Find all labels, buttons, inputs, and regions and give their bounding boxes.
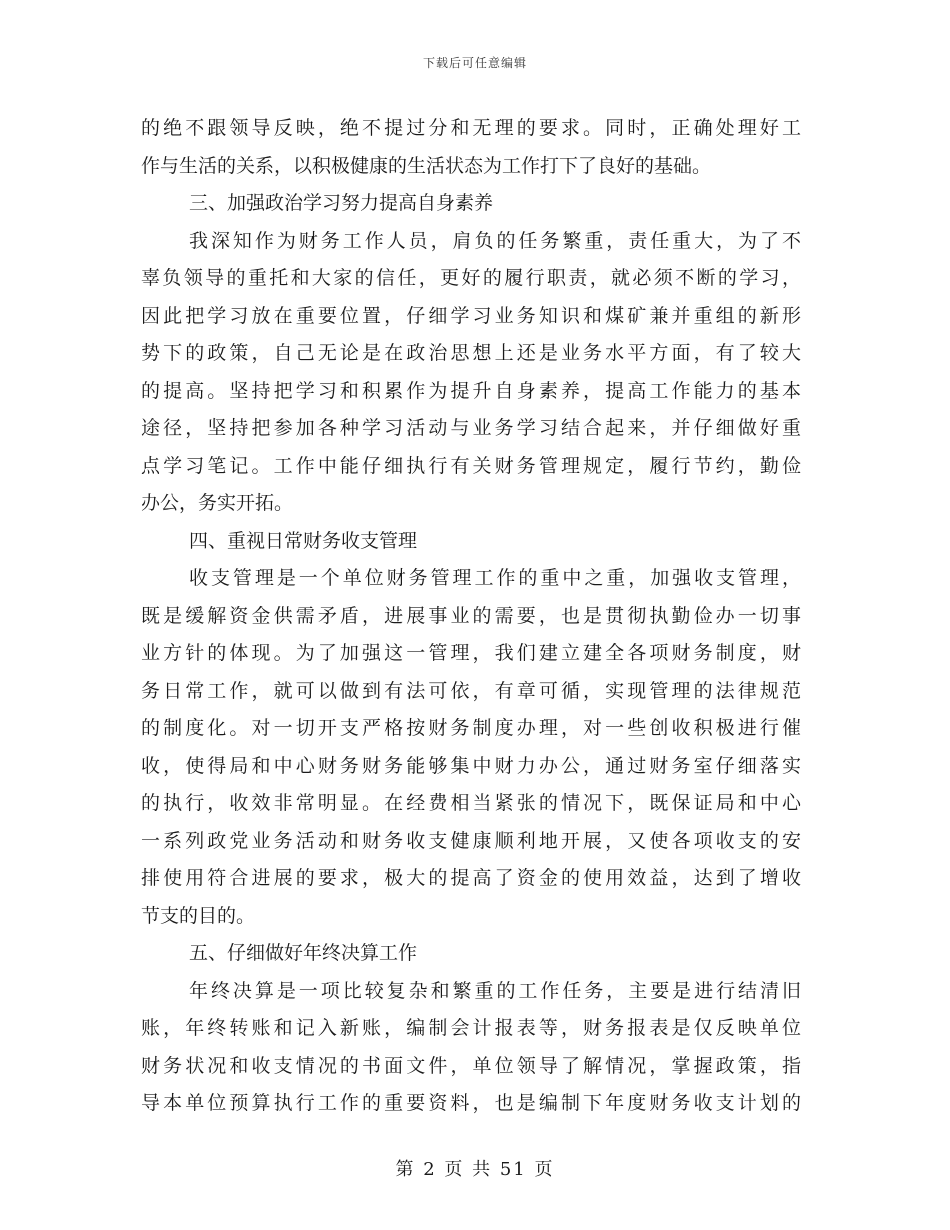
paragraph-line: 排使用符合进展的要求，极大的提高了资金的使用效益，达到了增收 [141,867,801,889]
paragraph-line: 因此把学习放在重要位置，仔细学习业务知识和煤矿兼并重组的新形 [141,304,801,327]
section-heading: 三、加强政治学习努力提高自身素养 [189,192,494,214]
paragraph-line: 的绝不跟领导反映，绝不提过分和无理的要求。同时，正确处理好工 [141,117,801,139]
section-heading: 四、重视日常财务收支管理 [189,529,418,552]
page-footer: 第 2 页 共 51 页 [395,1159,555,1180]
paragraph-line: 势下的政策，自己无论是在政治思想上还是业务水平方面，有了较大 [141,342,801,364]
paragraph-line: 的制度化。对一切开支严格按财务制度办理，对一些创收积极进行催 [141,717,801,739]
paragraph-line: 收，使得局和中心财务财务能够集中财力办公，通过财务室仔细落实 [141,754,801,777]
paragraph-line: 途径，坚持把参加各种学习活动与业务学习结合起来，并仔细做好重 [141,417,801,439]
paragraph-line: 年终决算是一项比较复杂和繁重的工作任务，主要是进行结清旧 [189,979,801,1002]
paragraph-line: 业方针的体现。为了加强这一管理，我们建立建全各项财务制度，财 [141,642,801,664]
paragraph-line: 我深知作为财务工作人员，肩负的任务繁重，责任重大，为了不 [189,229,801,252]
paragraph-line: 导本单位预算执行工作的重要资料，也是编制下年度财务收支计划的 [141,1092,801,1114]
paragraph-line: 的提高。坚持把学习和积累作为提升自身素养，提高工作能力的基本 [141,379,801,402]
page-header: 下载后可任意编辑 [422,56,527,70]
paragraph-line: 点学习笔记。工作中能仔细执行有关财务管理规定，履行节约，勤俭 [141,454,801,477]
document-body [141,110,801,1123]
paragraph-line: 财务状况和收支情况的书面文件，单位领导了解情况，掌握政策，指 [141,1054,801,1077]
paragraph-line: 既是缓解资金供需矛盾，进展事业的需要，也是贯彻执勤俭办一切事 [141,604,801,627]
paragraph-line: 收支管理是一个单位财务管理工作的重中之重，加强收支管理， [189,567,801,589]
paragraph-line: 一系列政党业务活动和财务收支健康顺利地开展，又使各项收支的安 [141,829,801,852]
paragraph-line: 办公，务实开拓。 [141,492,294,514]
paragraph-line: 的执行，收效非常明显。在经费相当紧张的情况下，既保证局和中心 [141,792,801,814]
paragraph-line: 账，年终转账和记入新账，编制会计报表等，财务报表是仅反映单位 [141,1017,801,1039]
paragraph-line: 节支的目的。 [141,904,256,927]
paragraph-line: 务日常工作，就可以做到有法可依，有章可循，实现管理的法律规范 [141,679,801,702]
paragraph-line: 辜负领导的重托和大家的信任，更好的履行职责，就必须不断的学习， [141,267,801,289]
paragraph-line: 作与生活的关系，以积极健康的生活状态为工作打下了良好的基础。 [141,154,712,177]
section-heading: 五、仔细做好年终决算工作 [189,942,418,964]
